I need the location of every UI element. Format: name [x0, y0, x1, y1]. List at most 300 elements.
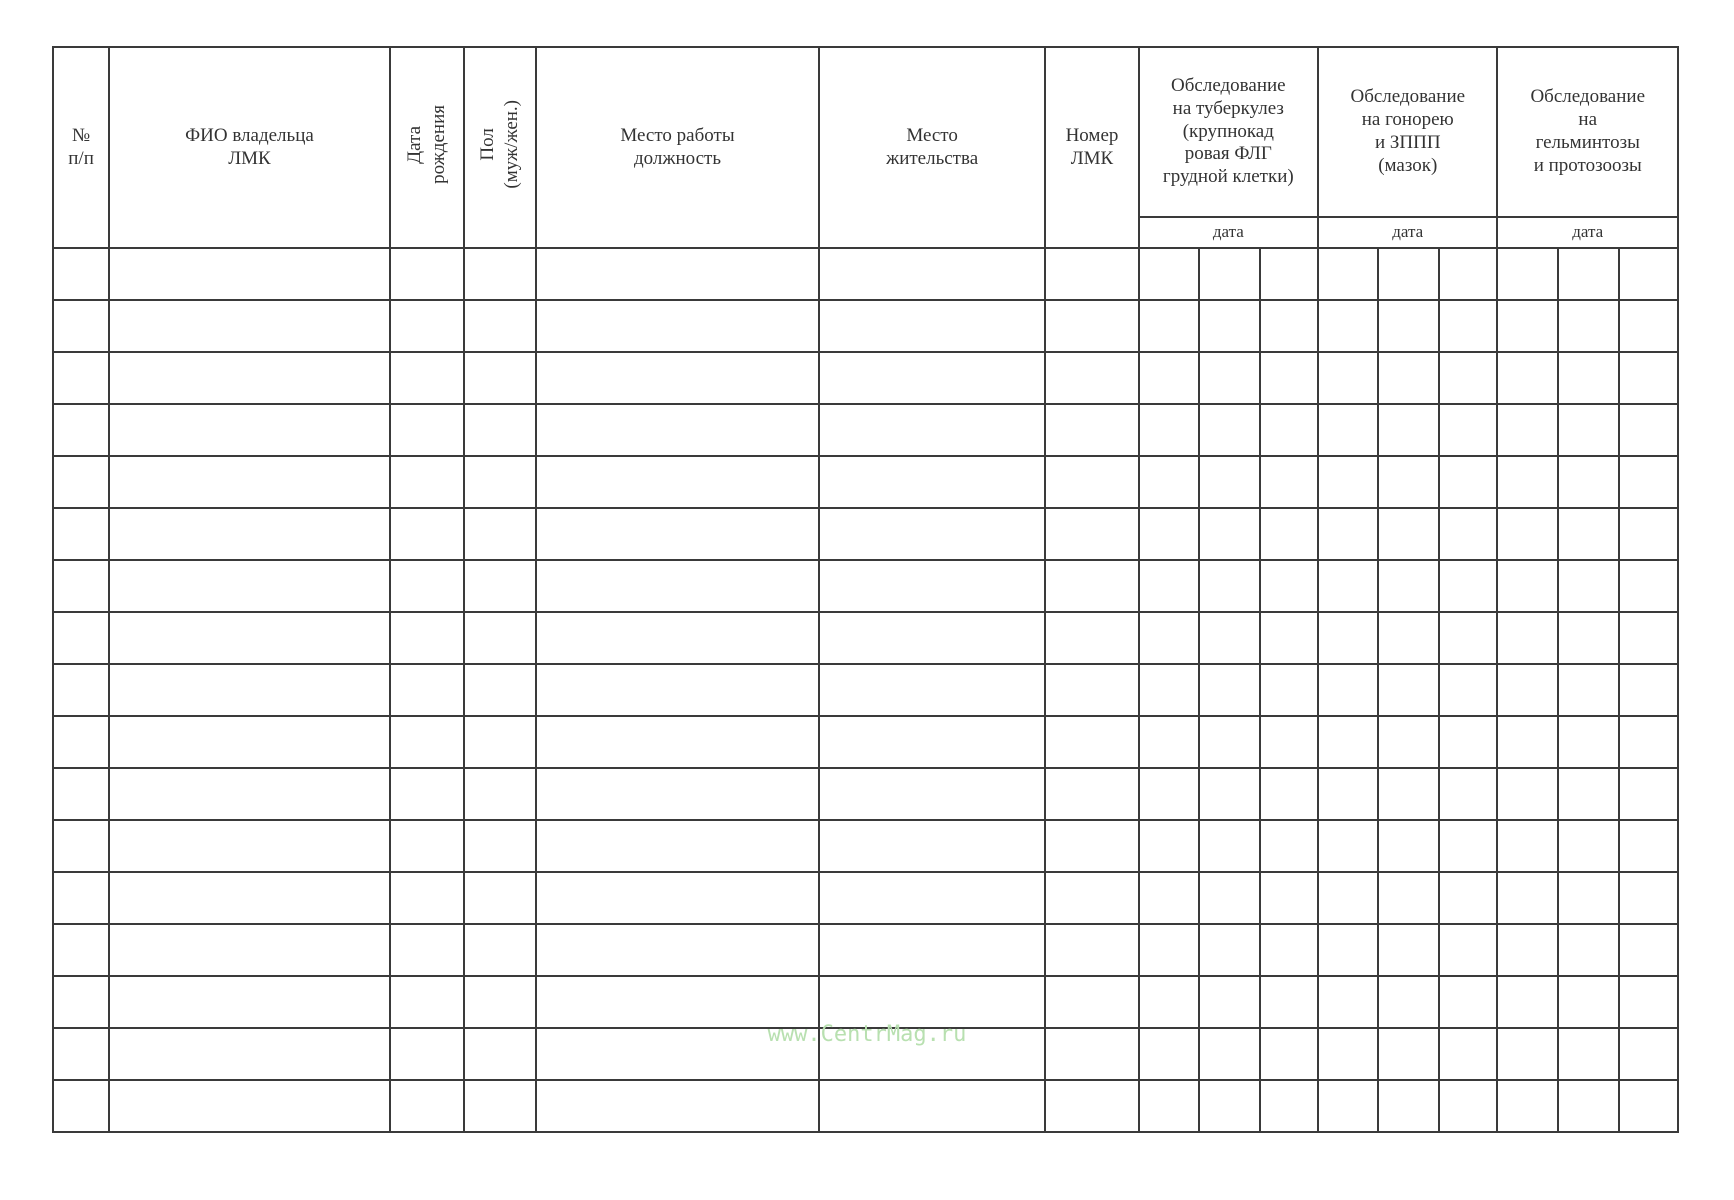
cell-helminths-date[interactable] [1497, 352, 1557, 404]
table-row [53, 248, 1678, 300]
cell-helminths-date[interactable] [1558, 820, 1619, 872]
cell-sex[interactable] [464, 976, 536, 1028]
cell-owner-name[interactable] [109, 716, 390, 768]
cell-tuberculosis-date[interactable] [1260, 560, 1318, 612]
cell-tuberculosis-date[interactable] [1139, 768, 1199, 820]
table-row [53, 1080, 1678, 1132]
cell-sex[interactable] [464, 664, 536, 716]
header-exam-tuberculosis-label: Обследование на туберкулез (крупнокад ровая ФЛГ грудной клетки) [1162, 75, 1294, 188]
cell-gonorrhea-date[interactable] [1439, 300, 1497, 352]
cell-tuberculosis-date[interactable] [1139, 820, 1199, 872]
cell-tuberculosis-date[interactable] [1139, 1080, 1199, 1132]
cell-gonorrhea-date[interactable] [1378, 976, 1439, 1028]
cell-birth-date[interactable] [390, 456, 464, 508]
cell-helminths-date[interactable] [1497, 716, 1557, 768]
cell-tuberculosis-date[interactable] [1260, 872, 1318, 924]
cell-helminths-date[interactable] [1558, 248, 1619, 300]
cell-owner-name[interactable] [109, 508, 390, 560]
cell-lmk-number[interactable] [1045, 612, 1138, 664]
cell-residence[interactable] [819, 300, 1046, 352]
header-number [53, 47, 109, 248]
cell-helminths-date[interactable] [1619, 664, 1678, 716]
cell-helminths-date[interactable] [1497, 664, 1557, 716]
cell-number[interactable] [53, 872, 109, 924]
cell-gonorrhea-date[interactable] [1378, 872, 1439, 924]
cell-helminths-date[interactable] [1619, 560, 1678, 612]
cell-helminths-date[interactable] [1619, 612, 1678, 664]
cell-helminths-date[interactable] [1558, 716, 1619, 768]
cell-gonorrhea-date[interactable] [1318, 352, 1378, 404]
cell-gonorrhea-date[interactable] [1439, 976, 1497, 1028]
cell-sex[interactable] [464, 716, 536, 768]
cell-tuberculosis-date[interactable] [1199, 664, 1260, 716]
cell-tuberculosis-date[interactable] [1260, 508, 1318, 560]
cell-workplace[interactable] [536, 872, 819, 924]
header-lmk-number-label: Номер ЛМК [1065, 124, 1119, 169]
cell-helminths-date[interactable] [1619, 1080, 1678, 1132]
header-residence-label: Место жительства [886, 124, 979, 169]
cell-sex[interactable] [464, 924, 536, 976]
cell-helminths-date[interactable] [1619, 456, 1678, 508]
cell-lmk-number[interactable] [1045, 924, 1138, 976]
cell-birth-date[interactable] [390, 664, 464, 716]
cell-gonorrhea-date[interactable] [1378, 924, 1439, 976]
cell-gonorrhea-date[interactable] [1378, 300, 1439, 352]
cell-gonorrhea-date[interactable] [1439, 820, 1497, 872]
cell-tuberculosis-date[interactable] [1199, 872, 1260, 924]
cell-gonorrhea-date[interactable] [1318, 508, 1378, 560]
cell-workplace[interactable] [536, 924, 819, 976]
cell-gonorrhea-date[interactable] [1439, 716, 1497, 768]
cell-gonorrhea-date[interactable] [1318, 716, 1378, 768]
cell-gonorrhea-date[interactable] [1378, 612, 1439, 664]
cell-residence[interactable] [819, 872, 1046, 924]
cell-helminths-date[interactable] [1497, 924, 1557, 976]
table-row [53, 456, 1678, 508]
header-residence [819, 47, 1046, 248]
cell-sex[interactable] [464, 768, 536, 820]
cell-birth-date[interactable] [390, 612, 464, 664]
cell-helminths-date[interactable] [1619, 404, 1678, 456]
cell-residence[interactable] [819, 612, 1046, 664]
cell-sex[interactable] [464, 508, 536, 560]
cell-owner-name[interactable] [109, 664, 390, 716]
cell-owner-name[interactable] [109, 352, 390, 404]
cell-gonorrhea-date[interactable] [1318, 248, 1378, 300]
cell-tuberculosis-date[interactable] [1260, 456, 1318, 508]
cell-helminths-date[interactable] [1497, 768, 1557, 820]
cell-tuberculosis-date[interactable] [1260, 612, 1318, 664]
cell-sex[interactable] [464, 404, 536, 456]
cell-gonorrhea-date[interactable] [1378, 1080, 1439, 1132]
cell-helminths-date[interactable] [1558, 612, 1619, 664]
date-subheader-gonorrhea: дата [1318, 217, 1497, 248]
cell-residence[interactable] [819, 404, 1046, 456]
cell-gonorrhea-date[interactable] [1318, 300, 1378, 352]
cell-sex[interactable] [464, 872, 536, 924]
cell-residence[interactable] [819, 248, 1046, 300]
cell-tuberculosis-date[interactable] [1199, 924, 1260, 976]
cell-sex[interactable] [464, 612, 536, 664]
register-sheet [52, 46, 1679, 1133]
cell-workplace[interactable] [536, 820, 819, 872]
cell-helminths-date[interactable] [1558, 924, 1619, 976]
cell-tuberculosis-date[interactable] [1199, 976, 1260, 1028]
cell-helminths-date[interactable] [1558, 872, 1619, 924]
cell-lmk-number[interactable] [1045, 560, 1138, 612]
cell-lmk-number[interactable] [1045, 404, 1138, 456]
cell-residence[interactable] [819, 508, 1046, 560]
cell-helminths-date[interactable] [1497, 612, 1557, 664]
cell-number[interactable] [53, 560, 109, 612]
cell-owner-name[interactable] [109, 1080, 390, 1132]
cell-number[interactable] [53, 612, 109, 664]
cell-helminths-date[interactable] [1497, 1080, 1557, 1132]
cell-gonorrhea-date[interactable] [1318, 1080, 1378, 1132]
cell-lmk-number[interactable] [1045, 1080, 1138, 1132]
cell-gonorrhea-date[interactable] [1318, 924, 1378, 976]
cell-gonorrhea-date[interactable] [1439, 1080, 1497, 1132]
cell-gonorrhea-date[interactable] [1378, 248, 1439, 300]
cell-workplace[interactable] [536, 976, 819, 1028]
medical-register-table [52, 46, 1679, 1133]
cell-number[interactable] [53, 456, 109, 508]
cell-workplace[interactable] [536, 352, 819, 404]
header-lmk-number [1045, 47, 1138, 248]
cell-sex[interactable] [464, 1080, 536, 1132]
cell-gonorrhea-date[interactable] [1318, 976, 1378, 1028]
cell-gonorrhea-date[interactable] [1439, 924, 1497, 976]
cell-sex[interactable] [464, 300, 536, 352]
cell-tuberculosis-date[interactable] [1139, 924, 1199, 976]
cell-gonorrhea-date[interactable] [1378, 404, 1439, 456]
cell-owner-name[interactable] [109, 768, 390, 820]
cell-workplace[interactable] [536, 508, 819, 560]
cell-sex[interactable] [464, 456, 536, 508]
cell-helminths-date[interactable] [1497, 300, 1557, 352]
cell-tuberculosis-date[interactable] [1260, 664, 1318, 716]
header-sex-label: Пол (муж/жен.) [477, 99, 523, 189]
cell-tuberculosis-date[interactable] [1139, 560, 1199, 612]
cell-tuberculosis-date[interactable] [1139, 716, 1199, 768]
cell-helminths-date[interactable] [1619, 768, 1678, 820]
cell-workplace[interactable] [536, 768, 819, 820]
cell-tuberculosis-date[interactable] [1260, 1080, 1318, 1132]
cell-tuberculosis-date[interactable] [1199, 300, 1260, 352]
watermark: www.CentrMag.ru [767, 1022, 967, 1047]
cell-workplace[interactable] [536, 456, 819, 508]
cell-tuberculosis-date[interactable] [1199, 560, 1260, 612]
table-row [53, 664, 1678, 716]
cell-gonorrhea-date[interactable] [1318, 664, 1378, 716]
cell-owner-name[interactable] [109, 456, 390, 508]
cell-helminths-date[interactable] [1558, 404, 1619, 456]
cell-lmk-number[interactable] [1045, 300, 1138, 352]
cell-gonorrhea-date[interactable] [1378, 352, 1439, 404]
cell-birth-date[interactable] [390, 560, 464, 612]
cell-residence[interactable] [819, 768, 1046, 820]
cell-gonorrhea-date[interactable] [1378, 768, 1439, 820]
cell-tuberculosis-date[interactable] [1260, 768, 1318, 820]
cell-birth-date[interactable] [390, 872, 464, 924]
cell-workplace[interactable] [536, 716, 819, 768]
cell-tuberculosis-date[interactable] [1139, 456, 1199, 508]
cell-helminths-date[interactable] [1558, 1080, 1619, 1132]
cell-gonorrhea-date[interactable] [1439, 352, 1497, 404]
cell-lmk-number[interactable] [1045, 820, 1138, 872]
cell-lmk-number[interactable] [1045, 456, 1138, 508]
cell-owner-name[interactable] [109, 300, 390, 352]
cell-tuberculosis-date[interactable] [1139, 404, 1199, 456]
cell-tuberculosis-date[interactable] [1199, 768, 1260, 820]
cell-tuberculosis-date[interactable] [1199, 508, 1260, 560]
cell-helminths-date[interactable] [1497, 872, 1557, 924]
cell-lmk-number[interactable] [1045, 976, 1138, 1028]
cell-birth-date[interactable] [390, 924, 464, 976]
cell-residence[interactable] [819, 820, 1046, 872]
cell-helminths-date[interactable] [1619, 976, 1678, 1028]
cell-helminths-date[interactable] [1558, 976, 1619, 1028]
cell-tuberculosis-date[interactable] [1199, 352, 1260, 404]
header-exam-helminths [1497, 47, 1678, 217]
cell-birth-date[interactable] [390, 508, 464, 560]
cell-gonorrhea-date[interactable] [1378, 456, 1439, 508]
cell-workplace[interactable] [536, 612, 819, 664]
cell-tuberculosis-date[interactable] [1139, 300, 1199, 352]
cell-number[interactable] [53, 716, 109, 768]
date-subheader-tuberculosis: дата [1139, 217, 1318, 248]
cell-tuberculosis-date[interactable] [1260, 976, 1318, 1028]
cell-owner-name[interactable] [109, 976, 390, 1028]
cell-number[interactable] [53, 768, 109, 820]
cell-workplace[interactable] [536, 664, 819, 716]
cell-gonorrhea-date[interactable] [1378, 716, 1439, 768]
date-subheader-helminths: дата [1497, 217, 1678, 248]
cell-birth-date[interactable] [390, 820, 464, 872]
table-row [53, 352, 1678, 404]
cell-helminths-date[interactable] [1558, 300, 1619, 352]
cell-residence[interactable] [819, 560, 1046, 612]
cell-workplace[interactable] [536, 1080, 819, 1132]
cell-number[interactable] [53, 300, 109, 352]
cell-tuberculosis-date[interactable] [1199, 404, 1260, 456]
cell-tuberculosis-date[interactable] [1139, 664, 1199, 716]
header-exam-gonorrhea-label: Обследование на гонорею и ЗППП (мазок) [1350, 86, 1466, 176]
cell-gonorrhea-date[interactable] [1439, 560, 1497, 612]
cell-workplace[interactable] [536, 560, 819, 612]
header-exam-helminths-label: Обследование на гельминтозы и протозоозы [1530, 86, 1646, 176]
cell-tuberculosis-date[interactable] [1139, 248, 1199, 300]
cell-helminths-date[interactable] [1619, 248, 1678, 300]
cell-gonorrhea-date[interactable] [1439, 456, 1497, 508]
cell-birth-date[interactable] [390, 352, 464, 404]
cell-owner-name[interactable] [109, 924, 390, 976]
cell-gonorrhea-date[interactable] [1378, 560, 1439, 612]
cell-tuberculosis-date[interactable] [1260, 716, 1318, 768]
cell-number[interactable] [53, 508, 109, 560]
cell-gonorrhea-date[interactable] [1318, 612, 1378, 664]
cell-birth-date[interactable] [390, 768, 464, 820]
cell-gonorrhea-date[interactable] [1378, 508, 1439, 560]
cell-tuberculosis-date[interactable] [1199, 820, 1260, 872]
cell-lmk-number[interactable] [1045, 352, 1138, 404]
cell-gonorrhea-date[interactable] [1378, 820, 1439, 872]
cell-gonorrhea-date[interactable] [1318, 560, 1378, 612]
cell-owner-name[interactable] [109, 612, 390, 664]
cell-lmk-number[interactable] [1045, 508, 1138, 560]
cell-tuberculosis-date[interactable] [1139, 352, 1199, 404]
cell-helminths-date[interactable] [1558, 456, 1619, 508]
cell-residence[interactable] [819, 716, 1046, 768]
cell-helminths-date[interactable] [1558, 664, 1619, 716]
cell-tuberculosis-date[interactable] [1139, 872, 1199, 924]
table-row [53, 768, 1678, 820]
header-owner-name-label: ФИО владельца ЛМК [185, 124, 314, 169]
header-row-main [53, 47, 1678, 217]
cell-birth-date[interactable] [390, 1080, 464, 1132]
cell-helminths-date[interactable] [1497, 456, 1557, 508]
cell-gonorrhea-date[interactable] [1318, 872, 1378, 924]
cell-tuberculosis-date[interactable] [1260, 820, 1318, 872]
cell-gonorrhea-date[interactable] [1318, 404, 1378, 456]
table-row [53, 716, 1678, 768]
cell-sex[interactable] [464, 560, 536, 612]
cell-gonorrhea-date[interactable] [1439, 768, 1497, 820]
cell-tuberculosis-date[interactable] [1199, 456, 1260, 508]
cell-sex[interactable] [464, 820, 536, 872]
cell-owner-name[interactable] [109, 404, 390, 456]
cell-helminths-date[interactable] [1619, 300, 1678, 352]
cell-gonorrhea-date[interactable] [1318, 768, 1378, 820]
table-row [53, 300, 1678, 352]
cell-helminths-date[interactable] [1497, 976, 1557, 1028]
table-header [53, 47, 1678, 248]
header-workplace [536, 47, 819, 248]
cell-sex[interactable] [464, 248, 536, 300]
cell-helminths-date[interactable] [1497, 248, 1557, 300]
cell-workplace[interactable] [536, 404, 819, 456]
cell-tuberculosis-date[interactable] [1199, 1080, 1260, 1132]
cell-tuberculosis-date[interactable] [1260, 404, 1318, 456]
cell-gonorrhea-date[interactable] [1439, 664, 1497, 716]
cell-gonorrhea-date[interactable] [1318, 820, 1378, 872]
cell-helminths-date[interactable] [1619, 924, 1678, 976]
cell-owner-name[interactable] [109, 560, 390, 612]
cell-helminths-date[interactable] [1619, 872, 1678, 924]
header-birth-date-label: Дата рождения [404, 104, 449, 184]
cell-number[interactable] [53, 404, 109, 456]
cell-birth-date[interactable] [390, 300, 464, 352]
cell-helminths-date[interactable] [1558, 508, 1619, 560]
cell-birth-date[interactable] [390, 404, 464, 456]
cell-birth-date[interactable] [390, 248, 464, 300]
table-row [53, 872, 1678, 924]
header-owner-name [109, 47, 390, 248]
cell-helminths-date[interactable] [1497, 508, 1557, 560]
header-number-label: № п/п [68, 124, 94, 169]
cell-number[interactable] [53, 1080, 109, 1132]
cell-tuberculosis-date[interactable] [1260, 924, 1318, 976]
table-row [53, 612, 1678, 664]
cell-gonorrhea-date[interactable] [1439, 404, 1497, 456]
cell-residence[interactable] [819, 976, 1046, 1028]
header-sex [464, 47, 536, 248]
cell-residence[interactable] [819, 924, 1046, 976]
cell-number[interactable] [53, 976, 109, 1028]
cell-gonorrhea-date[interactable] [1318, 456, 1378, 508]
cell-helminths-date[interactable] [1619, 508, 1678, 560]
cell-tuberculosis-date[interactable] [1260, 300, 1318, 352]
cell-helminths-date[interactable] [1619, 820, 1678, 872]
cell-number[interactable] [53, 820, 109, 872]
cell-gonorrhea-date[interactable] [1439, 872, 1497, 924]
cell-residence[interactable] [819, 664, 1046, 716]
cell-tuberculosis-date[interactable] [1260, 248, 1318, 300]
cell-residence[interactable] [819, 352, 1046, 404]
cell-tuberculosis-date[interactable] [1139, 612, 1199, 664]
table-body [53, 248, 1678, 1132]
cell-number[interactable] [53, 924, 109, 976]
cell-owner-name[interactable] [109, 872, 390, 924]
table-row [53, 820, 1678, 872]
cell-number[interactable] [53, 352, 109, 404]
cell-helminths-date[interactable] [1497, 404, 1557, 456]
cell-gonorrhea-date[interactable] [1439, 508, 1497, 560]
cell-tuberculosis-date[interactable] [1199, 612, 1260, 664]
cell-birth-date[interactable] [390, 716, 464, 768]
table-row [53, 508, 1678, 560]
cell-helminths-date[interactable] [1619, 352, 1678, 404]
cell-number[interactable] [53, 248, 109, 300]
cell-helminths-date[interactable] [1497, 560, 1557, 612]
cell-lmk-number[interactable] [1045, 248, 1138, 300]
cell-tuberculosis-date[interactable] [1199, 248, 1260, 300]
cell-workplace[interactable] [536, 300, 819, 352]
cell-lmk-number[interactable] [1045, 872, 1138, 924]
cell-tuberculosis-date[interactable] [1260, 352, 1318, 404]
table-row [53, 560, 1678, 612]
cell-tuberculosis-date[interactable] [1199, 716, 1260, 768]
header-birth-date [390, 47, 464, 248]
cell-helminths-date[interactable] [1558, 768, 1619, 820]
header-exam-gonorrhea [1318, 47, 1497, 217]
cell-birth-date[interactable] [390, 976, 464, 1028]
cell-gonorrhea-date[interactable] [1439, 248, 1497, 300]
cell-workplace[interactable] [536, 248, 819, 300]
cell-residence[interactable] [819, 456, 1046, 508]
cell-helminths-date[interactable] [1619, 716, 1678, 768]
cell-lmk-number[interactable] [1045, 716, 1138, 768]
cell-helminths-date[interactable] [1558, 352, 1619, 404]
cell-sex[interactable] [464, 352, 536, 404]
cell-gonorrhea-date[interactable] [1378, 664, 1439, 716]
cell-lmk-number[interactable] [1045, 768, 1138, 820]
table-row [53, 924, 1678, 976]
cell-owner-name[interactable] [109, 820, 390, 872]
cell-owner-name[interactable] [109, 248, 390, 300]
cell-tuberculosis-date[interactable] [1139, 976, 1199, 1028]
cell-lmk-number[interactable] [1045, 664, 1138, 716]
cell-helminths-date[interactable] [1497, 820, 1557, 872]
header-exam-tuberculosis [1139, 47, 1318, 217]
table-row [53, 976, 1678, 1028]
cell-helminths-date[interactable] [1558, 560, 1619, 612]
cell-gonorrhea-date[interactable] [1439, 612, 1497, 664]
table-row [53, 404, 1678, 456]
cell-residence[interactable] [819, 1080, 1046, 1132]
cell-number[interactable] [53, 664, 109, 716]
cell-tuberculosis-date[interactable] [1139, 508, 1199, 560]
